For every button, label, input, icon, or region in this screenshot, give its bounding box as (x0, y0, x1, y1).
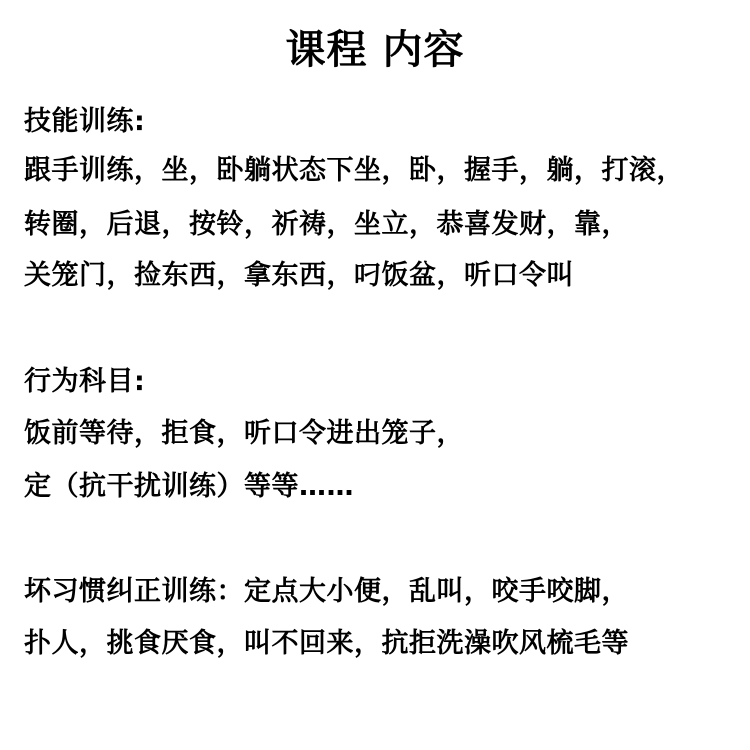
skills-line-3: 关笼门，捡东西，拿东西，叼饭盆，听口令叫 (24, 260, 574, 291)
section-heading-skills: 技能训练: (24, 106, 146, 137)
behavior-line-2: 定（抗干扰训练）等等…… (24, 471, 354, 502)
behavior-line-1: 饭前等待，拒食，听口令进出笼子， (24, 418, 464, 449)
page-title: 课程 内容 (285, 27, 465, 73)
bad-habits-line-1: 坏习惯纠正训练：定点大小便，乱叫，咬手咬脚， (24, 576, 629, 607)
skills-line-2: 转圈，后退，按铃，祈祷，坐立，恭喜发财，靠， (24, 209, 629, 240)
skills-line-1: 跟手训练，坐，卧躺状态下坐，卧，握手，躺，打滚， (24, 155, 684, 186)
section-heading-behavior: 行为科目: (24, 366, 146, 397)
bad-habits-line-2: 扑人，挑食厌食，叫不回来，抗拒洗澡吹风梳毛等 (24, 628, 629, 659)
